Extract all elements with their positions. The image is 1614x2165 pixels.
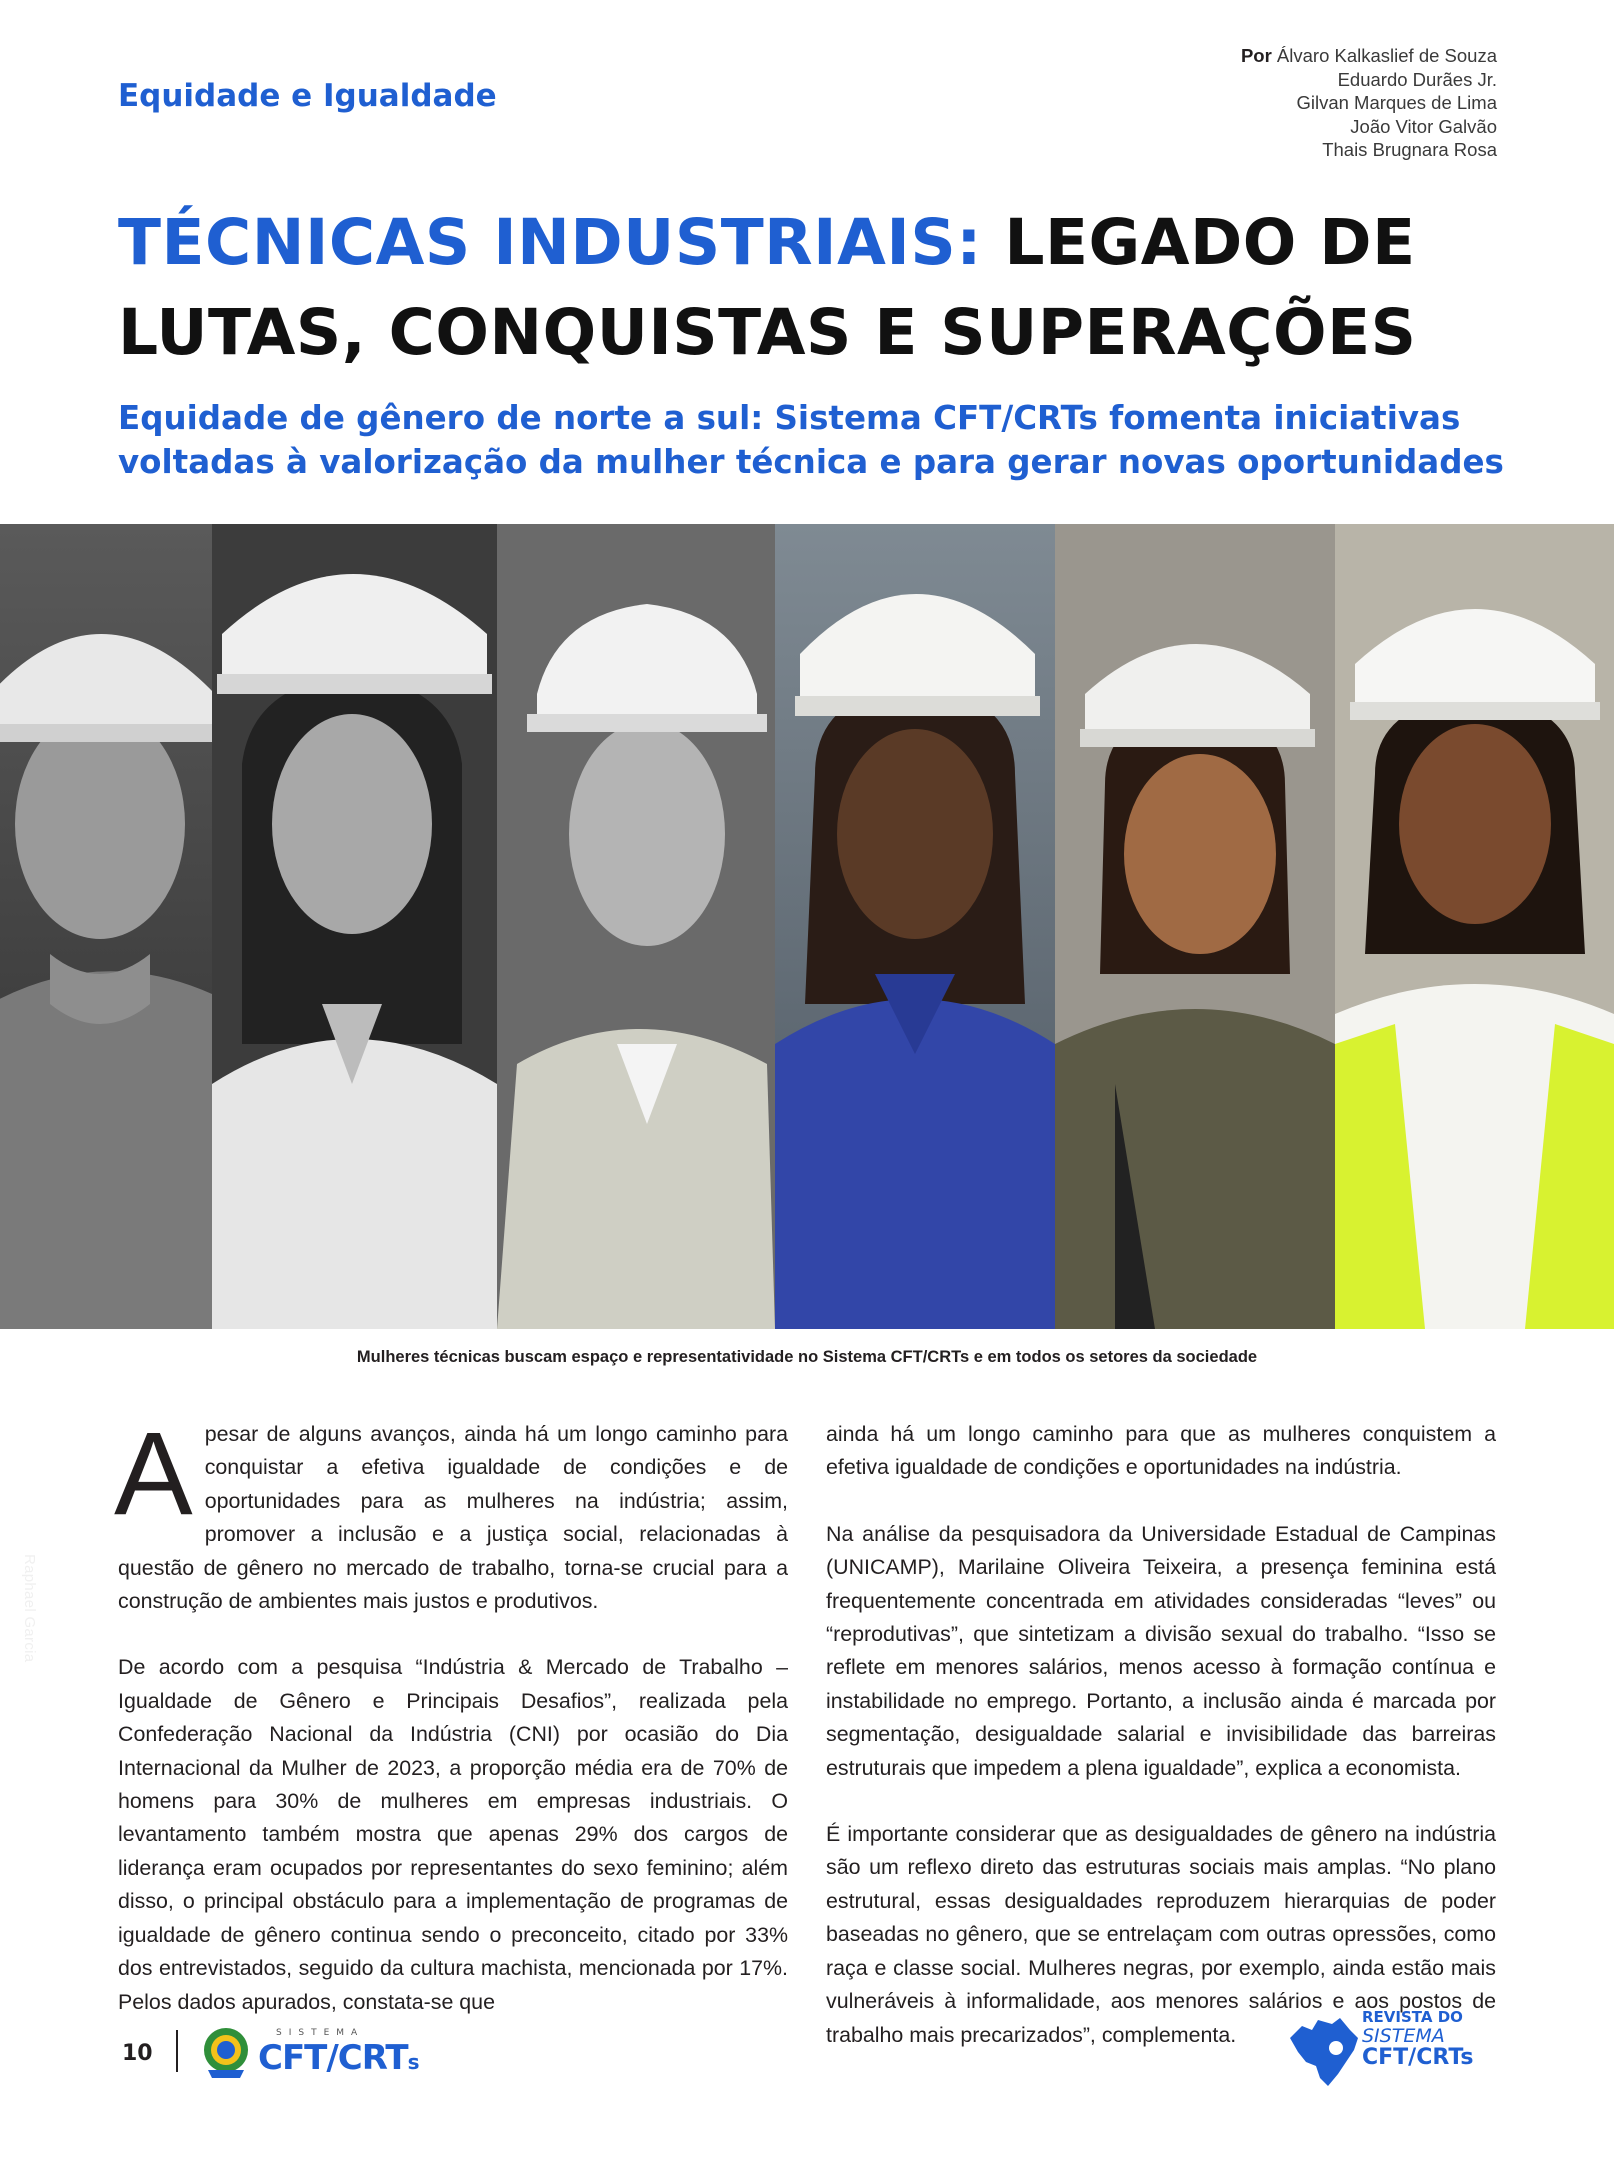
brand-small-text: SISTEMA — [276, 2028, 365, 2038]
article-column-right — [826, 1418, 1496, 2085]
author-name: Thais Brugnara Rosa — [1322, 139, 1497, 160]
portrait-illustration — [1055, 524, 1335, 1329]
photo-panel-2 — [212, 524, 497, 1329]
portrait-illustration — [1335, 524, 1614, 1329]
byline-prefix: Por — [1240, 45, 1272, 66]
article-subheadline: Equidade de gênero de norte a sul: Sistema CFT/CRTs fomenta iniciativas voltadas à valorização da mulher técnica e para gerar novas oportunidades — [118, 399, 1504, 481]
photo-panel-3 — [497, 524, 775, 1329]
portrait-illustration — [212, 524, 497, 1329]
headline-rest: LEGADO DE LUTAS, CONQUISTAS E SUPERAÇÕES — [118, 206, 1417, 369]
photo-panel-4 — [775, 524, 1055, 1329]
brand-suffix: s — [407, 2050, 419, 2074]
article-column-left — [114, 1408, 788, 2052]
footer-brand-logo — [258, 2028, 428, 2082]
drop-cap: A — [114, 1408, 193, 1540]
paragraph-text: pesar de alguns avanços, ainda há um longo caminho para conquistar a efetiva igualdade de condições e de oportunidades para as mulheres na indústria; assim, promover a inclusão e a justiça social, relacionadas à questão de gênero no mercado de trabalho, torna-se crucial para a construção de ambientes mais justos e produtivos. — [118, 1422, 788, 1614]
coat-of-arms-icon — [200, 2024, 252, 2080]
magazine-line-1: REVISTA DO — [1362, 2008, 1463, 2026]
article-paragraph — [114, 1408, 788, 1618]
portrait-illustration — [775, 524, 1055, 1329]
magazine-line-2: SISTEMA — [1362, 2025, 1445, 2047]
article-paragraph: ainda há um longo caminho para que as mulheres conquistem a efetiva igualdade de condições e oportunidades na indústria. — [826, 1422, 1496, 1480]
photo-panel-1 — [0, 524, 212, 1329]
author-name: Álvaro Kalkaslief de Souza — [1276, 45, 1497, 66]
author-name: Eduardo Durães Jr. — [1337, 68, 1497, 90]
footer-divider — [176, 2030, 178, 2072]
author-name: João Vitor Galvão — [1350, 115, 1497, 137]
author-name: Gilvan Marques de Lima — [1296, 92, 1497, 113]
portrait-illustration — [0, 524, 212, 1329]
byline-line-1 — [1241, 44, 1497, 68]
page-number: 10 — [122, 2041, 153, 2066]
article-paragraph: É importante considerar que as desigualdades de gênero na indústria são um reflexo direto das estruturas sociais mais amplas. “No plano estrutural, essas desigualdades reproduzem hierarquias de poder baseadas no gênero, que se entrelaçam com outras opressões, como raça e classe social. Mulheres negras, por exemplo, ainda estão mais vulneráveis à informalidade, aos menores salários e aos postos de trabalho mais precarizados”, complementa. — [826, 1822, 1496, 2047]
headline-accent: TÉCNICAS INDUSTRIAIS: — [118, 206, 982, 279]
section-label: Equidade e Igualdade — [118, 78, 497, 114]
photo-caption: Mulheres técnicas buscam espaço e representatividade no Sistema CFT/CRTs e em todos os setores da sociedade — [356, 1348, 1258, 1366]
magazine-logo-text — [1362, 2008, 1512, 2070]
article-headline — [118, 198, 1498, 378]
byline — [1241, 44, 1497, 162]
photo-panel-6 — [1335, 524, 1614, 1329]
photo-credit: Raphael Garcia — [21, 1554, 38, 1663]
portrait-illustration — [497, 524, 775, 1329]
article-paragraph: Na análise da pesquisadora da Universidade Estadual de Campinas (UNICAMP), Marilaine Oliveira Teixeira, a presença feminina está frequentemente concentrada em atividades consideradas “leves” ou “reprodutivas”, que sintetizam a divisão sexual do trabalho. “Isso se reflete em menores salários, menos acesso à formação contínua e instabilidade no emprego. Portanto, a inclusão ainda é marcada por segmentação, desigualdade salarial e invisibilidade das barreiras estruturais que impedem a plena igualdade”, explica a economista. — [826, 1521, 1496, 1780]
photo-panel-5 — [1055, 524, 1335, 1329]
magazine-line-3: CFT/CRTs — [1362, 2045, 1474, 2070]
brand-big-text: CFT/CRT — [258, 2038, 408, 2078]
article-paragraph: De acordo com a pesquisa “Indústria & Mercado de Trabalho – Igualdade de Gênero e Principais Desafios”, realizada pela Confederação Nacional da Indústria (CNI) por ocasião do Dia Internacional da Mulher de 2023, a proporção média era de 70% de homens para 30% de mulheres em empresas industriais. O levantamento também mostra que apenas 29% dos cargos de liderança eram ocupados por representantes do sexo feminino; além disso, o principal obstáculo para a implementação de programas de igualdade de gênero continua sendo o preconceito, citado por 33% dos entrevistados, seguido da cultura machista, mencionada por 17%. Pelos dados apurados, constata-se que — [118, 1655, 788, 2014]
